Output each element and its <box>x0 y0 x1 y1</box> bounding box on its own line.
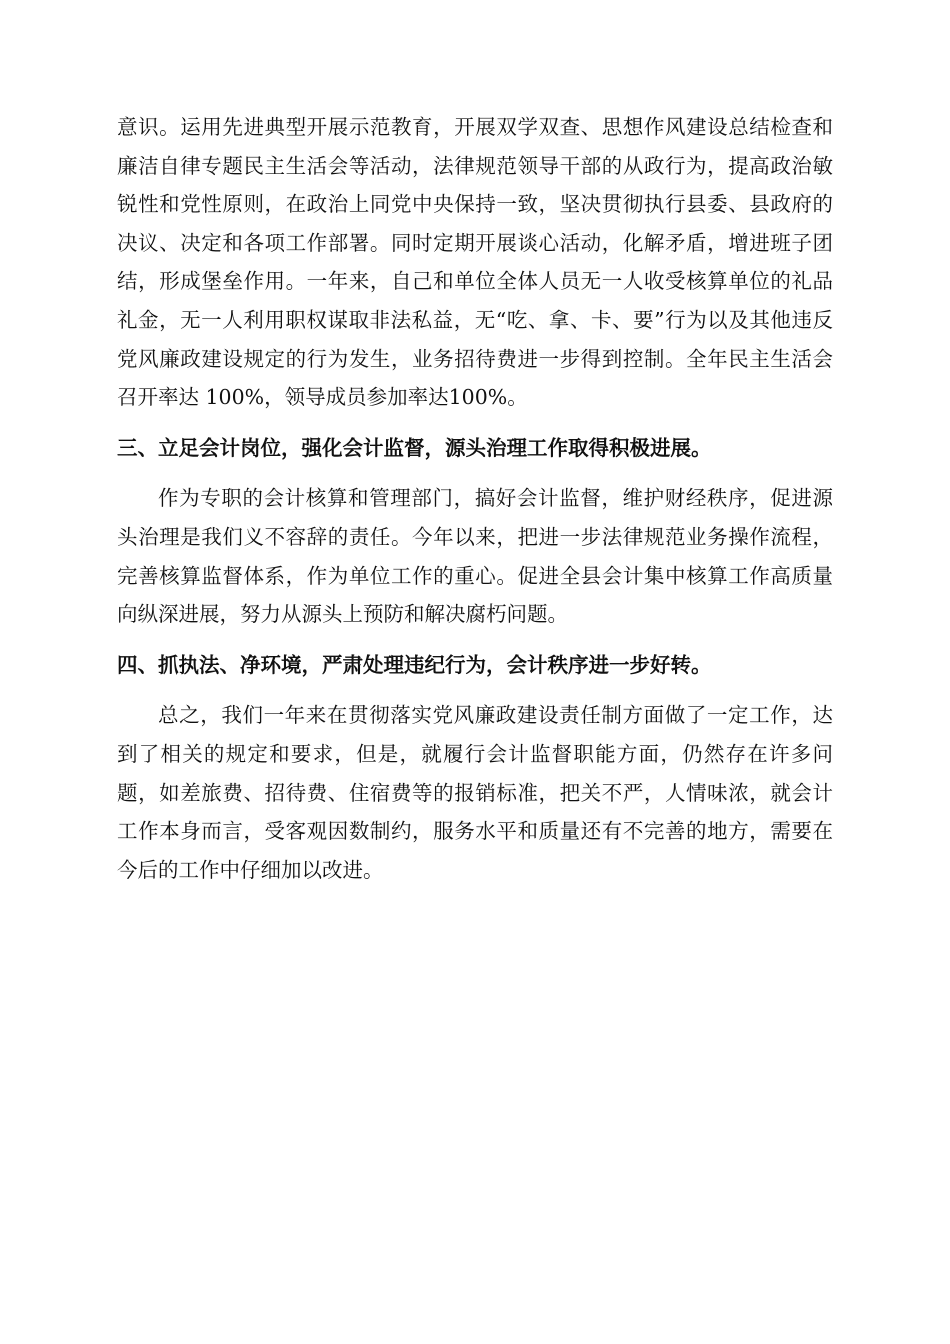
section-heading-3: 三、立足会计岗位，强化会计监督，源头治理工作取得积极进展。 <box>117 435 712 460</box>
section-heading-4: 四、抓执法、净环境，严肃处理违纪行为，会计秩序进一步好转。 <box>117 652 712 677</box>
paragraph-section-3: 作为专职的会计核算和管理部门，搞好会计监督，维护财经秩序，促进源头治理是我们义不容辞的责任。今年以来，把进一步法律规范业务操作流程，完善核算监督体系，作为单位工作的重心。促进全县会计集中核算工作高质量向纵深进展，努力从源头上预防和解决腐朽问题。 <box>117 486 833 627</box>
document-body <box>117 108 833 889</box>
paragraph-continuation: 意识。运用先进典型开展示范教育，开展双学双查、思想作风建设总结检查和廉洁自律专题民主生活会等活动，法律规范领导干部的从政行为，提高政治敏锐性和党性原则，在政治上同党中央保持一致，坚决贯彻执行县委、县政府的决议、决定和各项工作部署。同时定期开展谈心活动，化解矛盾，增进班子团结，形成堡垒作用。一年来，自己和单位全体人员无一人收受核算单位的礼品礼金，无一人利用职权谋取非法私益，无“吃、拿、卡、要”行为以及其他违反党风廉政建设规定的行为发生，业务招待费进一步得到控制。全年民主生活会召开率达 100%，领导成员参加率达100%。 <box>117 115 833 410</box>
paragraph-conclusion: 总之，我们一年来在贯彻落实党风廉政建设责任制方面做了一定工作，达到了相关的规定和要求，但是，就履行会计监督职能方面，仍然存在许多问题，如差旅费、招待费、住宿费等的报销标准，把关不严，人情味浓，就会计工作本身而言，受客观因数制约，服务水平和质量还有不完善的地方，需要在今后的工作中仔细加以改进。 <box>117 703 833 882</box>
